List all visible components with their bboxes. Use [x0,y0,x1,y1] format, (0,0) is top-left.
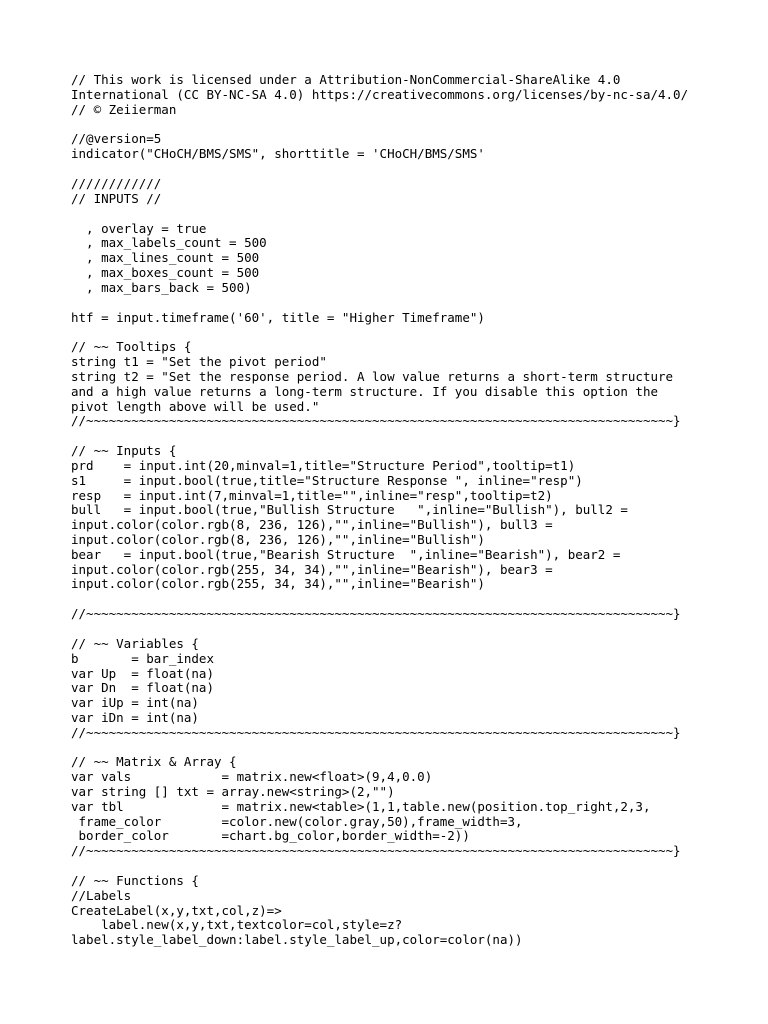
code-line: bull = input.bool(true,"Bullish Structure ",inline="Bullish"), bull2 = [71,502,628,518]
code-line: s1 = input.bool(true,title="Structure Response ", inline="resp") [71,472,583,488]
code-line: bear = input.bool(true,"Bearish Structure ",inline="Bearish"), bear2 = [71,546,621,562]
code-block-inputs-end [71,607,758,622]
code-line: //@version=5 [71,131,162,147]
code-line: border_color =chart.bg_color,border_width=-2)) [71,828,470,844]
code-block-license [71,73,758,117]
code-line: var Up = float(na) [71,665,214,681]
code-line: resp = input.int(7,minval=1,title="",inline="resp",tooltip=t2) [71,487,553,503]
code-line: label.new(x,y,txt,textcolor=col,style=z? [71,917,403,933]
code-block-inputs [71,444,758,592]
code-block-htf [71,311,758,326]
code-line: var tbl = matrix.new<table>(1,1,table.new(position.top_right,2,3, [71,798,651,814]
code-block-functions [71,874,758,948]
code-line: var Dn = float(na) [71,680,214,696]
code-line: // This work is licensed under a Attribution-NonCommercial-ShareAlike 4.0 [71,72,621,87]
code-line: input.color(color.rgb(255, 34, 34),"",inline="Bearish"), bear3 = [71,561,553,577]
code-line: b = bar_index [71,650,214,666]
code-line: input.color(color.rgb(8, 236, 126),"",inline="Bullish") [71,531,485,547]
code-line: frame_color =color.new(color.gray,50),frame_width=3, [71,813,523,829]
code-line: label.style_label_down:label.style_label_up,color=color(na)) [71,932,523,948]
code-line: and a high value returns a long-term structure. If you disable this option the [71,383,658,399]
code-line: // ~~ Functions { [71,873,199,889]
code-line: input.color(color.rgb(255, 34, 34),"",inline="Bearish") [71,576,485,592]
code-line: CreateLabel(x,y,txt,col,z)=> [71,902,282,918]
code-line: //Labels [71,887,132,903]
code-line: var string [] txt = array.new<string>(2,"") [71,784,395,800]
code-line: prd = input.int(20,minval=1,title="Structure Period",tooltip=t1) [71,457,576,473]
code-block-version [71,132,758,162]
code-line: input.color(color.rgb(8, 236, 126),"",inline="Bullish"), bull3 = [71,517,553,533]
code-line: , max_labels_count = 500 [71,235,267,251]
code-line: string t2 = "Set the response period. A low value returns a short-term structure [71,368,674,384]
code-document [71,73,758,963]
code-line: , max_bars_back = 500) [71,279,252,295]
code-block-tooltips [71,340,758,429]
code-line: , max_boxes_count = 500 [71,264,260,280]
code-line: var iDn = int(na) [71,709,199,725]
code-line: International (CC BY-NC-SA 4.0) https://creativecommons.org/licenses/by-nc-sa/4.0/ [71,86,689,102]
code-line: // © Zeiierman [71,101,177,117]
code-line: //~~~~~~~~~~~~~~~~~~~~~~~~~~~~~~~~~~~~~~~~~~~~~~~~~~~~~~~~~~~~~~~~~~~~~~~~~~~~~~} [71,413,681,429]
code-line: // ~~ Tooltips { [71,339,192,355]
code-block-matrix-array [71,755,758,859]
code-line: //~~~~~~~~~~~~~~~~~~~~~~~~~~~~~~~~~~~~~~~~~~~~~~~~~~~~~~~~~~~~~~~~~~~~~~~~~~~~~~} [71,724,681,740]
code-line: htf = input.timeframe('60', title = "Higher Timeframe") [71,309,485,325]
code-line: //////////// [71,175,162,191]
code-line: // ~~ Matrix & Array { [71,754,237,770]
code-line: string t1 = "Set the pivot period" [71,354,327,370]
code-line: // ~~ Inputs { [71,443,177,459]
code-line: // ~~ Variables { [71,635,199,651]
code-line: //~~~~~~~~~~~~~~~~~~~~~~~~~~~~~~~~~~~~~~~~~~~~~~~~~~~~~~~~~~~~~~~~~~~~~~~~~~~~~~} [71,843,681,859]
code-line: , overlay = true [71,220,207,236]
code-block-inputs-header [71,177,758,207]
code-line: // INPUTS // [71,190,162,206]
code-line: pivot length above will be used." [71,398,320,414]
code-block-indicator-args [71,222,758,296]
code-line: , max_lines_count = 500 [71,250,260,266]
code-line: var iUp = int(na) [71,695,199,711]
code-line: //~~~~~~~~~~~~~~~~~~~~~~~~~~~~~~~~~~~~~~~~~~~~~~~~~~~~~~~~~~~~~~~~~~~~~~~~~~~~~~} [71,606,681,622]
code-line: var vals = matrix.new<float>(9,4,0.0) [71,769,433,785]
code-block-variables [71,637,758,741]
code-line: indicator("CHoCH/BMS/SMS", shorttitle = 'CHoCH/BMS/SMS' [71,146,485,162]
